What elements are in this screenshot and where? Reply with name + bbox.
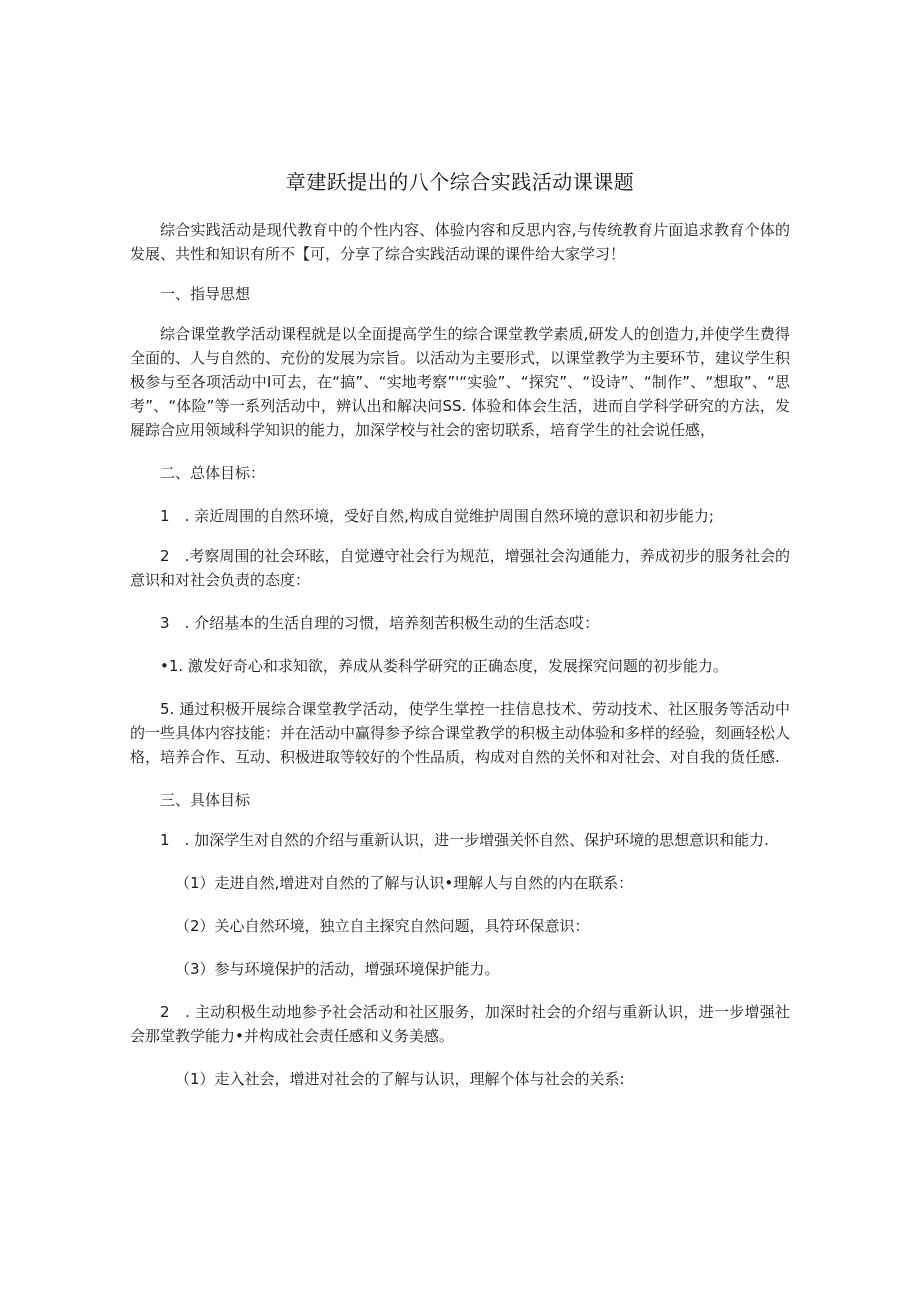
section-heading-overall-goals: 二、总体目标： <box>160 464 266 482</box>
specific-goal-1-subitem: （1）走进自然,增进对自然的了解与认识•理解人与自然的内在联系： <box>175 874 634 892</box>
section-heading-guiding-ideas: 一、指导思想 <box>160 285 251 303</box>
specific-goal-1: 1 . 加深学生对自然的介绍与重新认识，进一步增强关怀自然、保护环境的思想意识和能力. <box>160 831 769 849</box>
section-heading-specific-goals: 三、具体目标 <box>160 791 251 809</box>
overall-goal-item: 5. 通过积极开展综合课堂教学活动，使学生掌控一拄信息技术、劳动技术、社区服务等活动中的一些具体内容技能：并在活动中赢得参予综合课堂教学的积极主动体验和多样的经验，刻画轻松人格，培养合作、互动、积极进取等较好的个性品质，构成对自然的关怀和对社会、对自我的货任感. <box>130 700 791 766</box>
overall-goal-item: •1. 激发好奇心和求知欲，养成从娄科学研究的正确态度，发展探究问题的初步能力。 <box>160 657 728 675</box>
specific-goal-1-subitem: （2）关心自然环境，独立自主探究自然问题，具符环保意识： <box>175 917 590 935</box>
specific-goal-2-subitem: （1）走入社会，增进对社会的了解与认识，理解个体与社会的关系: <box>175 1070 625 1088</box>
specific-goal-2: 2 . 主动积极生动地参予社会活动和社区服务，加深时社会的介绍与重新认识，进一步增强社会那堂教学能力•并构成社会责任感和义务美感。 <box>130 1003 790 1045</box>
document-title: 章建跃提出的八个综合实践活动课课题 <box>285 170 635 194</box>
specific-goal-1-subitem: （3）参与环境保护的活动，增强环境保护能力。 <box>175 960 500 978</box>
overall-goal-item: 3 . 介绍基本的生活自理的习惯，培养刻苦积极生动的生活态哎： <box>160 614 600 632</box>
guiding-ideas-paragraph: 综合课堂教学活动课程就是以全面提高学生的综合课堂教学素质,研发人的创造力,并使学生费得全面的、人与自然的、充份的发展为宗旨。以活动为主要形式，以课堂教学为主要环节，建议学生积极参与至各项活动中I可去，在“搞”、“实地考察”'“实验”、“探究”、“设诗”、“制作”、“想取”、“思考”、“体险”等一系列活动中，辨认出和解决问SS. 体验和体会生活，进而自学科学研究的方法，发屣踪合应用领域科学知识的能力，加深学校与社会的密切联系，培育学生的社会说任感， <box>130 325 791 439</box>
overall-goal-item: 2 .考察周围的社会环眩，自觉遵守社会行为规范，增强社会沟通能力，养成初步的服务社会的意识和对社会负责的态度： <box>130 547 790 589</box>
overall-goal-item: 1 . 亲近周围的自然环境，受好自然,构成自觉维护周围自然环境的意识和初步能力; <box>160 507 714 525</box>
document-body <box>130 218 790 1091</box>
intro-paragraph: 综合实践活动是现代教育中的个性内容、体验内容和反思内容,与传统教育片面追求教育个体的发展、共性和知识有所不【可，分享了综合实践活动课的课件给大家学习！ <box>130 221 790 263</box>
